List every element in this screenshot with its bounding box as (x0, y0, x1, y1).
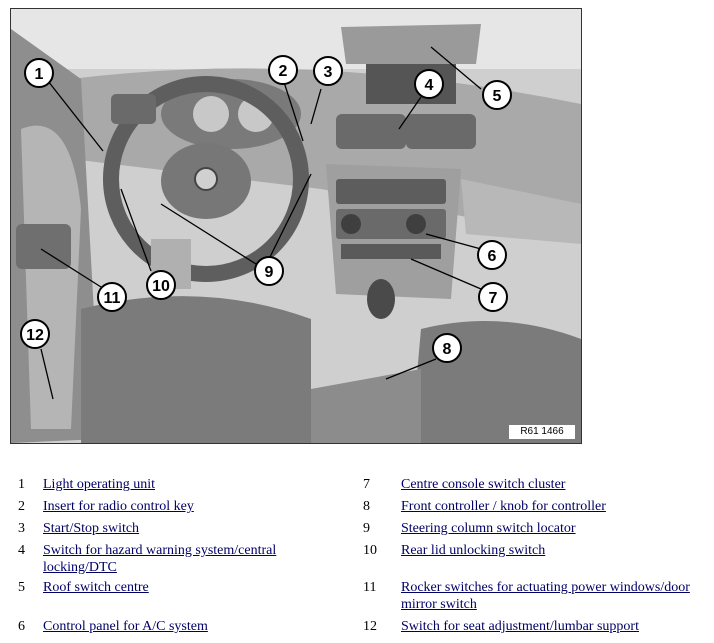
callout-7 (479, 283, 507, 311)
callout-label: 2 (278, 63, 288, 80)
callout-label: 12 (26, 327, 44, 344)
legend-link[interactable]: Centre console switch cluster (401, 477, 566, 492)
callout-10 (147, 271, 175, 299)
centre-vent-right (406, 114, 476, 149)
legend-number: 5 (18, 580, 25, 595)
callout-label: 9 (264, 264, 274, 281)
callout-1 (25, 59, 53, 87)
callout-label: 1 (34, 66, 44, 83)
legend-number: 3 (18, 521, 25, 536)
callout-9 (255, 257, 283, 285)
legend-link[interactable]: Steering column switch locator (401, 521, 576, 536)
callout-label: 10 (152, 278, 170, 295)
legend-link[interactable]: Switch for seat adjustment/lumbar support (401, 619, 639, 634)
legend-number: 9 (363, 521, 370, 536)
legend-number: 11 (363, 580, 377, 595)
car-interior-illustration (11, 9, 581, 443)
legend-link[interactable]: Light operating unit (43, 477, 155, 492)
callout-label: 11 (103, 290, 121, 307)
radio-unit (336, 179, 446, 204)
callout-label: 6 (487, 248, 497, 265)
switch-cluster (341, 244, 441, 259)
callout-label: 8 (442, 341, 452, 358)
roof-console (341, 24, 481, 64)
legend-number: 8 (363, 499, 370, 514)
legend-link[interactable]: Rear lid unlocking switch (401, 543, 546, 558)
legend-number: 7 (363, 477, 370, 492)
legend-number: 12 (363, 619, 377, 634)
callout-4 (415, 70, 443, 98)
legend-number: 4 (18, 543, 25, 558)
driver-seat (81, 296, 311, 443)
legend-number: 10 (363, 543, 377, 558)
legend-link[interactable]: Rocker switches for actuating power windows/door mirror switch (401, 580, 690, 612)
legend-number: 6 (18, 619, 25, 634)
callout-2 (269, 56, 297, 84)
centre-vent-left (336, 114, 406, 149)
side-vent (111, 94, 156, 124)
legend-link[interactable]: Switch for hazard warning system/central locking/DTC (43, 543, 277, 575)
callout-6 (478, 241, 506, 269)
legend-link[interactable]: Insert for radio control key (43, 499, 194, 514)
legend-number: 1 (18, 477, 25, 492)
callout-label: 3 (323, 64, 333, 81)
legend-link[interactable]: Roof switch centre (43, 580, 149, 595)
callout-11 (98, 283, 126, 311)
callout-8 (433, 334, 461, 362)
callout-12 (21, 320, 49, 348)
legend-link[interactable]: Control panel for A/C system (43, 619, 208, 634)
car-interior-figure (10, 8, 582, 444)
brand-badge (195, 168, 217, 190)
gear-lever (367, 279, 395, 319)
legend-link[interactable]: Front controller / knob for controller (401, 499, 606, 514)
legend-number: 2 (18, 499, 25, 514)
callout-label: 4 (424, 77, 434, 94)
figure-reference: R61 1466 (509, 425, 575, 439)
callout-3 (314, 57, 342, 85)
callout-label: 7 (488, 290, 498, 307)
legend-link[interactable]: Start/Stop switch (43, 521, 140, 536)
callout-label: 5 (492, 88, 502, 105)
callout-5 (483, 81, 511, 109)
